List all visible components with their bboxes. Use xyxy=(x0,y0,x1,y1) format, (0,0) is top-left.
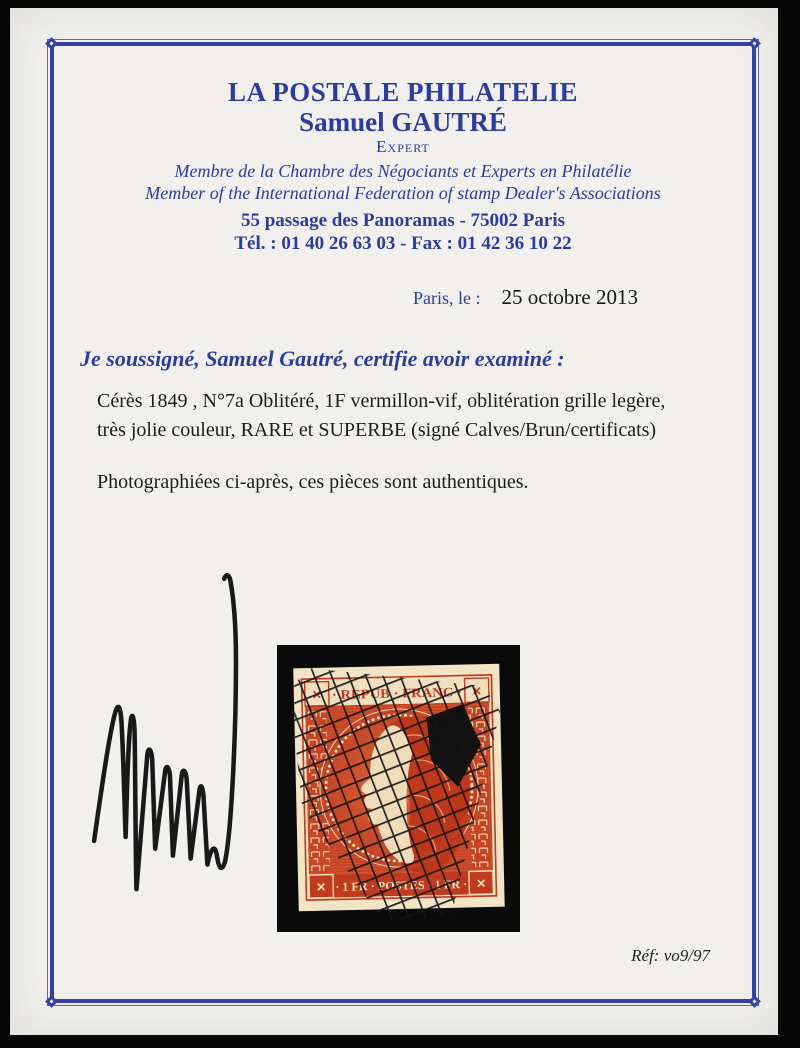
item-description: Cérès 1849 , N°7a Oblitéré, 1F vermillon-vif, oblitération grille legère, très jolie couleur, RARE et SUPERBE (signé Calves/Brun/certificats) xyxy=(97,389,666,441)
address-line: 55 passage des Panoramas - 75002 Paris xyxy=(240,210,566,232)
expert-title: Expert xyxy=(376,137,430,157)
certificate-content xyxy=(50,42,756,1003)
authenticity-note: Photographiées ci-après, ces pièces sont authentiques. xyxy=(97,470,529,493)
letterhead xyxy=(50,42,756,256)
dateline-label: Paris, le : xyxy=(413,287,481,308)
phone-fax-line: Tél. : 01 40 26 63 03 - Fax : 01 42 36 10 22 xyxy=(234,233,572,255)
signature-stroke xyxy=(94,575,236,889)
stamp-corner-mark: ✕ xyxy=(316,880,327,895)
expert-name: Samuel GAUTRÉ xyxy=(299,106,507,137)
stamp-image xyxy=(293,664,505,927)
expert-signature xyxy=(85,563,250,898)
stamp-photo xyxy=(277,645,520,932)
company-name: LA POSTALE PHILATELIE xyxy=(227,77,579,107)
membership-line-en: Member of the International Federation of stamp Dealer's Associations xyxy=(145,182,661,203)
membership-line-fr: Membre de la Chambre des Négociants et Experts en Philatélie xyxy=(174,161,632,182)
certificate-date: 25 octobre 2013 xyxy=(501,284,638,309)
certificate-paper xyxy=(10,8,778,1035)
stamp-corner-mark: ✕ xyxy=(476,876,487,891)
certification-statement: Je soussigné, Samuel Gautré, certifie avoir examiné : xyxy=(80,345,565,371)
dateline xyxy=(413,285,756,310)
reference-number: Réf: vo9/97 xyxy=(631,946,710,965)
